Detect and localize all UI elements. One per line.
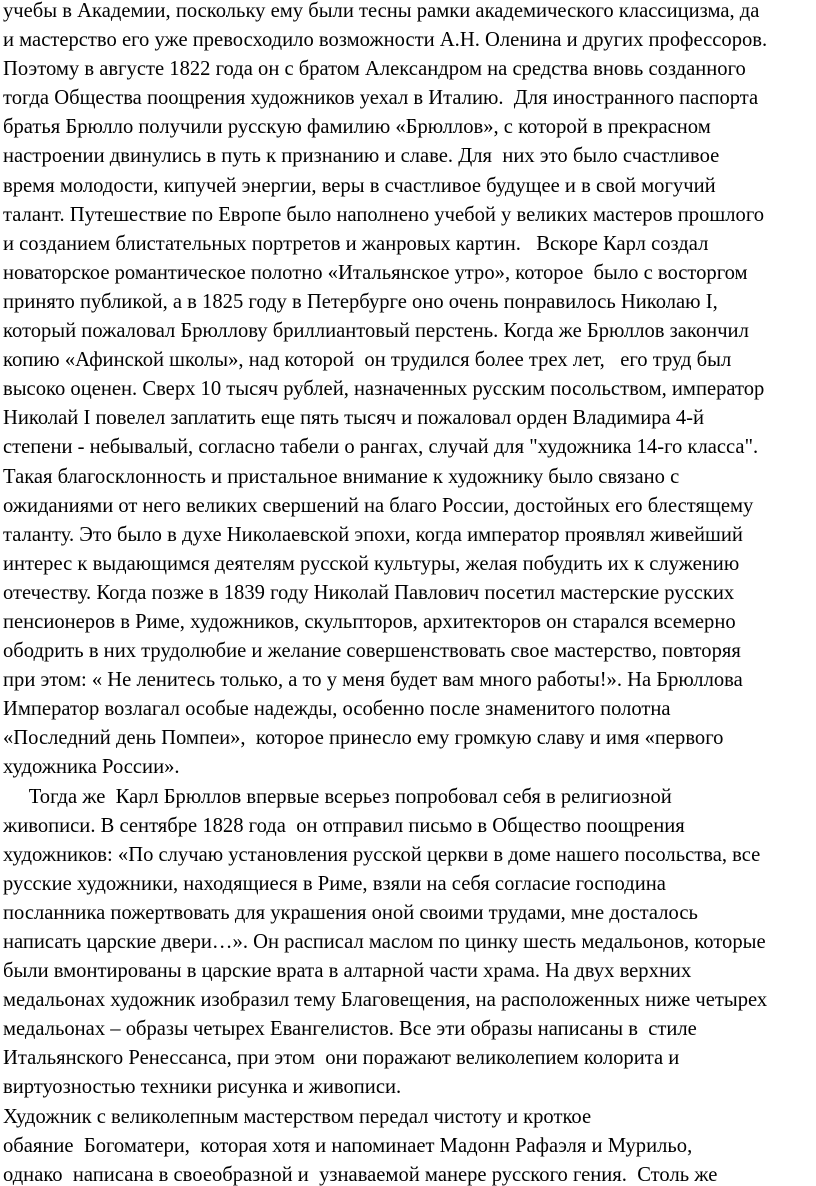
text-line: и созданием блистательных портретов и жанровых картин. Вскоре Карл создал — [3, 232, 709, 255]
text-line: живописи. В сентябре 1828 года он отправил письмо в Общество поощрения — [3, 814, 685, 837]
text-line: ожиданиями от него великих свершений на благо России, достойных его блестящему — [3, 494, 754, 517]
text-line: однако написана в своеобразной и узнаваемой манере русского гения. Столь же — [3, 1163, 718, 1186]
text-line: художников: «По случаю установления русской церкви в доме нашего посольства, все — [3, 843, 761, 866]
text-line: принято публикой, а в 1825 году в Петербурге оно очень понравилось Николаю I, — [3, 290, 718, 313]
text-line: таланту. Это было в духе Николаевской эпохи, когда император проявлял живейший — [3, 523, 743, 546]
text-line: который пожаловал Брюллову бриллиантовый перстень. Когда же Брюллов закончил — [3, 320, 749, 343]
text-line: время молодости, кипучей энергии, веры в счастливое будущее и в свой могучий — [3, 174, 716, 197]
text-line: новаторское романтическое полотно «Итальянское утро», которое было с восторгом — [3, 261, 748, 284]
text-line: виртуозностью техники рисунка и живописи. — [3, 1076, 402, 1099]
text-line: учебы в Академии, поскольку ему были тесны рамки академического классицизма, да — [3, 0, 760, 22]
text-line: отечеству. Когда позже в 1839 году Николай Павлович посетил мастерские русских — [3, 581, 735, 604]
text-line: талант. Путешествие по Европе было наполнено учебой у великих мастеров прошлого — [3, 203, 765, 226]
text-line: братья Брюлло получили русскую фамилию «Брюллов», с которой в прекрасном — [3, 116, 711, 139]
text-line: были вмонтированы в царские врата в алтарной части храма. На двух верхних — [3, 960, 692, 983]
text-line: настроении двинулись в путь к признанию и славе. Для них это было счастливое — [3, 145, 720, 168]
text-line: медальонах – образы четырех Евангелистов. Все эти образы написаны в стиле — [3, 1018, 697, 1041]
text-line: и мастерство его уже превосходило возможности А.Н. Оленина и других профессоров. — [3, 29, 768, 52]
text-line: русские художники, находящиеся в Риме, взяли на себя согласие господина — [3, 872, 666, 895]
text-line: Николай I повелел заплатить еще пять тысяч и пожаловал орден Владимира 4-й — [3, 407, 704, 430]
text-line: высоко оценен. Сверх 10 тысяч рублей, назначенных русским посольством, император — [3, 378, 765, 401]
text-line: тогда Общества поощрения художников уехал в Италию. Для иностранного паспорта — [3, 87, 759, 110]
text-line: «Последний день Помпеи», которое принесло ему громкую славу и имя «первого — [3, 727, 724, 750]
text-line: пенсионеров в Риме, художников, скульпторов, архитекторов он старался всемерно — [3, 610, 736, 633]
text-line: Итальянского Ренессанса, при этом они поражают великолепием колорита и — [3, 1047, 680, 1070]
text-line: степени - небывалый, согласно табели о рангах, случай для "художника 14-го класса". — [3, 436, 759, 459]
text-line: копию «Афинской школы», над которой он трудился более трех лет, его труд был — [3, 349, 732, 372]
text-line: посланника пожертвовать для украшения оной своими трудами, мне досталось — [3, 901, 698, 924]
text-line: при этом: « Не ленитесь только, а то у меня будет вам много работы!». На Брюллова — [3, 669, 743, 692]
text-line: медальонах художник изобразил тему Благовещения, на расположенных ниже четырех — [3, 989, 768, 1012]
text-line: Тогда же Карл Брюллов впервые всерьез попробовал себя в религиозной — [3, 785, 672, 808]
text-line: интерес к выдающимся деятелям русской культуры, желая побудить их к служению — [3, 552, 740, 575]
text-line: Такая благосклонность и пристальное внимание к художнику было связано с — [3, 465, 680, 488]
text-line: художника России». — [3, 756, 180, 779]
text-line: ободрить в них трудолюбие и желание совершенствовать свое мастерство, повторяя — [3, 640, 741, 663]
text-line: Художник с великолепным мастерством передал чистоту и кроткое — [3, 1105, 592, 1128]
text-line: Император возлагал особые надежды, особенно после знаменитого полотна — [3, 698, 671, 721]
text-line: обаяние Богоматери, которая хотя и напоминает Мадонн Рафаэля и Мурильо, — [3, 1134, 693, 1157]
text-line: Поэтому в августе 1822 года он с братом Александром на средства вновь созданного — [3, 58, 746, 81]
text-line: написать царские двери…». Он расписал маслом по цинку шесть медальонов, которые — [3, 931, 766, 953]
